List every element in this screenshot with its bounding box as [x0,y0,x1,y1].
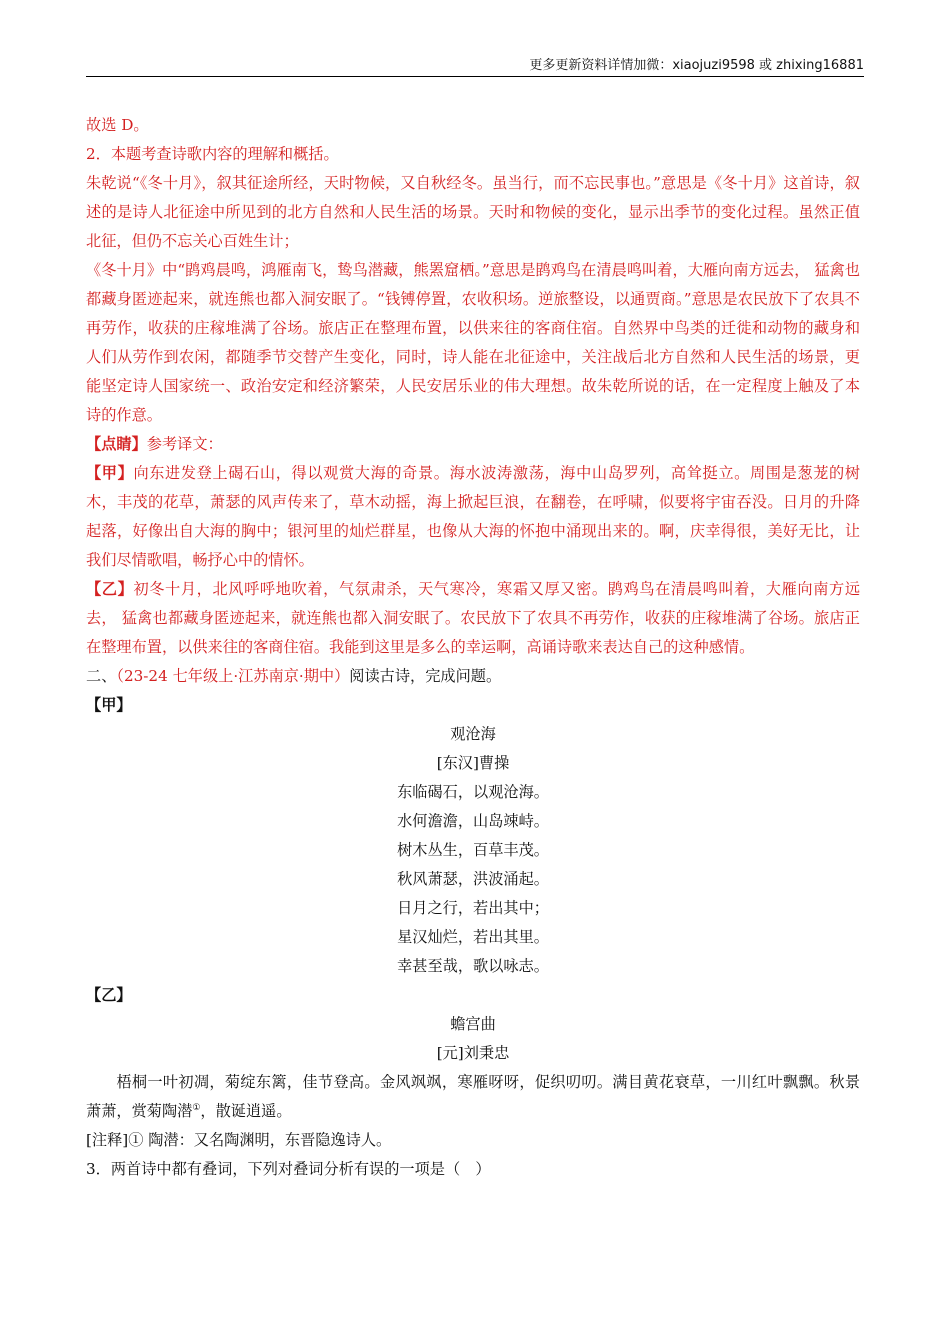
page-header [86,58,864,77]
poem-2-body [86,1068,860,1126]
section-2-source: （23-24 七年级上·江苏南京·期中） [116,667,350,685]
poem-1 [86,720,860,981]
section-2-instruction: 阅读古诗，完成问题。 [349,667,502,685]
poem-1-line: 水何澹澹，山岛竦峙。 [397,812,549,830]
translation-jia-label: 【甲】 [86,464,134,482]
answer-end-line: 故选 D。 [86,116,149,134]
poem-2-body-b: ，散诞逍遥。 [200,1102,292,1120]
section-2-prefix: 二、 [86,667,117,685]
dianjing-label: 【点睛】 [86,435,147,453]
poem-1-line: 日月之行，若出其中； [397,899,549,917]
answer-paragraph-2: 《冬十月》中“鹍鸡晨鸣，鸿雁南飞，鸷鸟潜藏，熊罴窟栖。”意思是鹍鸡鸟在清晨鸣叫着，大雁向南方远去， 猛禽也都藏身匿迹起来，就连熊也都入洞安眠了。“钱镈停置，农收积场。逆旅整设，以通贾商。”意思是农民放下了农具不再劳作，收获的庄稼堆满了谷场。旅店正在整理布置，以供来往的客商住宿。自然界中鸟类的迁徙和动物的藏身和人们从劳作到农闲，都随季节交替产生变化，同时，诗人能在北征途中，关注战后北方自然和人民生活的场景，更能坚定诗人国家统一、政治安定和经济繁荣，人民安居乐业的伟大理想。故朱乾所说的话，在一定程度上触及了本诗的作意。 [86,261,860,424]
section-2-heading [86,662,860,691]
poem-1-line: 秋风萧瑟，洪波涌起。 [397,870,549,888]
poem-1-line: 树木丛生，百草丰茂。 [397,841,549,859]
poem-1-author: [东汉]曹操 [436,754,510,772]
poem-2-author: [元]刘秉忠 [436,1044,510,1062]
translation-yi-label: 【乙】 [86,580,134,598]
poem-yi-marker: 【乙】 [86,986,132,1004]
translation-jia-text: 向东进发登上碣石山，得以观赏大海的奇景。海水波涛激荡，海中山岛罗列，高耸挺立。周围是葱茏的树木，丰茂的花草，萧瑟的风声传来了，草木动摇，海上掀起巨浪，在翻卷，在呼啸，似要将宇宙吞没。日月的升降起落，好像出自大海的胸中；银河里的灿烂群星，也像从大海的怀抱中涌现出来的。啊，庆幸得很，美好无比，让我们尽情歌唱，畅抒心中的情怀。 [86,464,861,569]
dianjing-text: 参考译文： [146,435,223,453]
annotation-note: [注释]① 陶潜：又名陶渊明，东晋隐逸诗人。 [86,1131,392,1149]
translation-yi [86,575,860,662]
header-text: 更多更新资料详情加微：xiaojuzi9598 或 zhixing16881 [529,58,864,73]
poem-1-line: 东临碣石，以观沧海。 [397,783,549,801]
translation-jia [86,459,860,575]
poem-1-line: 星汉灿烂，若出其里。 [397,928,549,946]
poem-jia-marker: 【甲】 [86,696,132,714]
poem-2-title: 蟾宫曲 [450,1015,496,1033]
poem-2-body-a: 梧桐一叶初凋，菊绽东篱，佳节登高。金风飒飒，寒雁呀呀，促织叨叨。满目黄花衰草，一川红叶飘飘。秋景萧萧，赏菊陶潜 [86,1073,860,1120]
poem-2 [86,1010,860,1126]
translation-yi-text: 初冬十月，北风呼呼地吹着，气氛肃杀，天气寒冷，寒霜又厚又密。鹍鸡鸟在清晨鸣叫着，大雁向南方远去， 猛禽也都藏身匿迹起来，就连熊也都入洞安眠了。农民放下了农具不再劳作，收获的庄稼堆满了谷场。旅店正在整理布置，以供来往的客商住宿。我能到这里是多么的幸运啊，高诵诗歌来表达自己的这种感情。 [86,580,861,656]
document-body [86,111,860,1184]
poem-1-line: 幸甚至哉，歌以咏志。 [397,957,549,975]
answer-paragraph-1: 朱乾说“《冬十月》，叙其征途所经，天时物候，又自秋经冬。虽当行，而不忘民事也。”意思是《冬十月》这首诗，叙述的是诗人北征途中所见到的北方自然和人民生活的场景。天时和物候的变化，显示出季节的变化过程。虽然正值北征，但仍不忘关心百姓生计； [86,174,860,250]
poem-1-title: 观沧海 [450,725,496,743]
footnote-mark: ① [192,1102,201,1113]
dianjing-paragraph [86,430,860,459]
q2-heading: 2．本题考查诗歌内容的理解和概括。 [86,145,339,163]
question-3: 3．两首诗中都有叠词，下列对叠词分析有误的一项是（ ） [86,1160,491,1178]
